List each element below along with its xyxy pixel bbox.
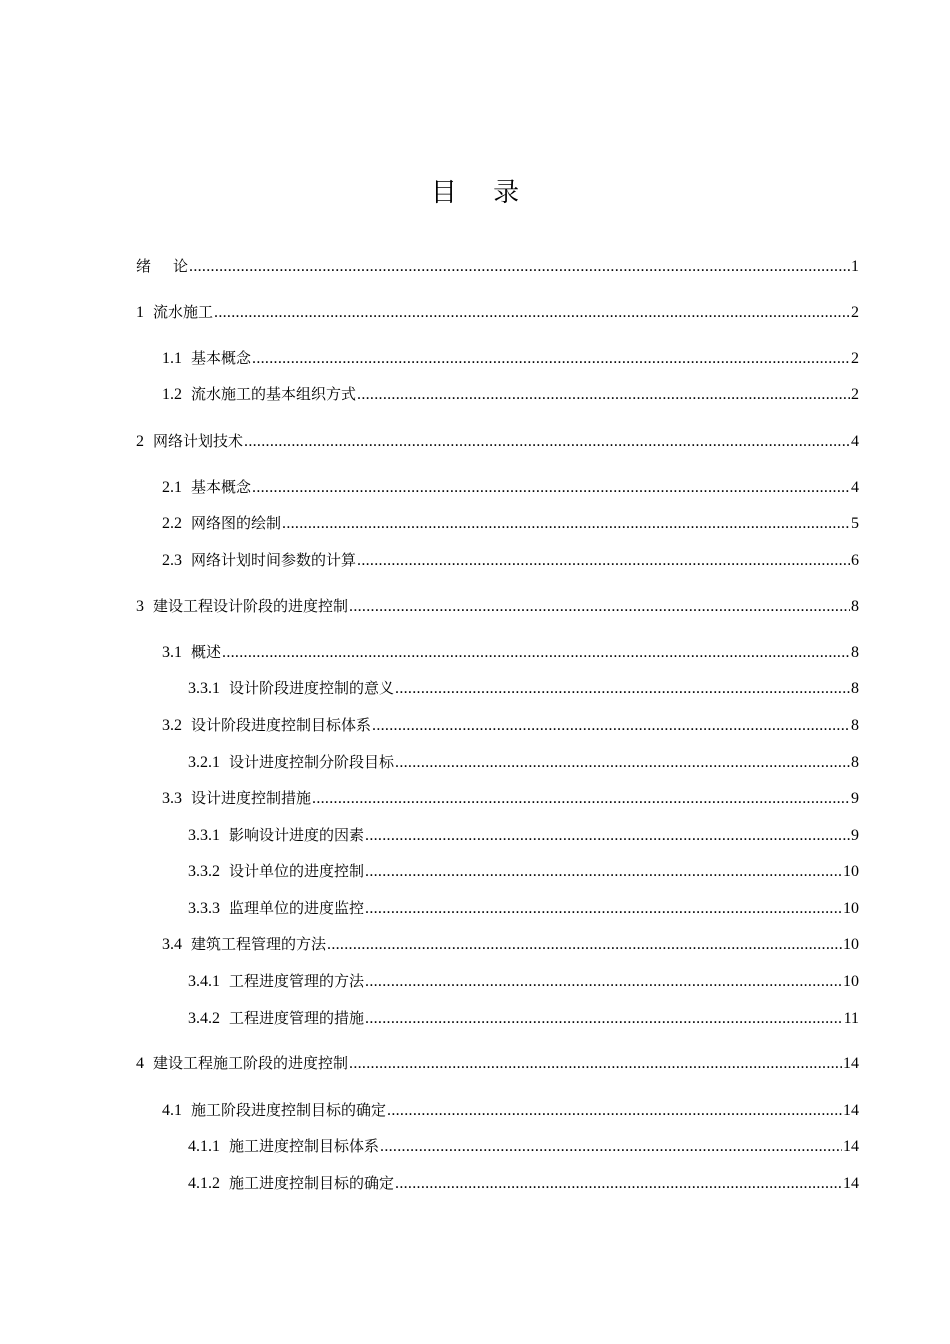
toc-entry-number: 3.1 [162,644,182,661]
toc-entry-section[interactable] [162,513,859,533]
toc-entry-subsection[interactable] [188,825,859,845]
toc-entry-subsection[interactable] [188,1173,859,1193]
toc-entry-subsection[interactable] [188,1008,859,1028]
toc-page-number: 14 [843,1055,859,1072]
toc-dot-leader [365,826,850,846]
toc-dot-leader [395,753,850,773]
toc-entry-number: 3.3.1 [188,680,220,697]
toc-entry-number: 3.3.1 [188,827,220,844]
toc-entry-label: 设计单位的进度控制 [229,862,365,880]
toc-page-number: 10 [843,900,859,917]
toc-dot-leader [365,899,842,919]
toc-entry-subsection[interactable] [188,898,859,918]
toc-entry-section[interactable] [162,642,859,662]
toc-entry-number: 1 [136,304,144,321]
toc-page-number: 10 [843,973,859,990]
toc-entry-number: 3.3.2 [188,863,220,880]
toc-entry-label: 影响设计进度的因素 [229,826,365,844]
toc-entry-chapter[interactable] [136,1053,859,1073]
toc-entry-number: 3.3.3 [188,900,220,917]
toc-dot-leader [365,1009,843,1029]
toc-dot-leader [365,972,842,992]
toc-entry-label: 监理单位的进度监控 [229,899,365,917]
toc-entry-label: 网络图的绘制 [191,514,282,532]
toc-entry-label: 基本概念 [191,349,252,367]
toc-entry-label: 流水施工 [153,303,214,321]
toc-entry-label: 概述 [191,643,222,661]
toc-entry-number: 4.1 [162,1102,182,1119]
toc-page-number: 2 [851,304,859,321]
toc-dot-leader [214,303,850,323]
toc-page-number: 9 [851,827,859,844]
toc-page-number: 14 [843,1138,859,1155]
toc-entry-label: 设计进度控制分阶段目标 [229,753,395,771]
toc-dot-leader [357,385,850,405]
toc-page-number: 1 [851,258,859,275]
toc-page-number: 10 [843,863,859,880]
toc-dot-leader [349,597,850,617]
toc-entry-section[interactable] [162,550,859,570]
toc-entry-chapter[interactable] [136,596,859,616]
toc-entry-label: 工程进度管理的措施 [229,1009,365,1027]
toc-entry-section[interactable] [162,788,859,808]
toc-entry-section[interactable] [162,348,859,368]
toc-dot-leader [395,679,850,699]
toc-dot-leader [357,551,850,571]
toc-dot-leader [365,862,842,882]
toc-entry-label: 建设工程设计阶段的进度控制 [153,597,349,615]
toc-page-number: 14 [843,1175,859,1192]
toc-page-number: 4 [851,433,859,450]
toc-page-number: 4 [851,479,859,496]
toc-entry-number: 4 [136,1055,144,1072]
toc-entry-label: 施工进度控制目标的确定 [229,1174,395,1192]
toc-page-number: 11 [843,1010,859,1027]
toc-entry-chapter[interactable] [136,431,859,451]
toc-page-number: 8 [851,598,859,615]
toc-entry-section[interactable] [162,715,859,735]
toc-entry-label: 流水施工的基本组织方式 [191,385,357,403]
toc-entry-number: 4.1.1 [188,1138,220,1155]
toc-entry-subsection[interactable] [188,678,859,698]
toc-entry-number: 1.2 [162,386,182,403]
toc-page-number: 10 [843,936,859,953]
toc-page-number: 9 [851,790,859,807]
toc-entry-label: 设计阶段进度控制的意义 [229,679,395,697]
toc-entry-label: 施工阶段进度控制目标的确定 [191,1101,387,1119]
toc-dot-leader [252,478,850,498]
toc-page-number: 6 [851,552,859,569]
toc-entry-label: 基本概念 [191,478,252,496]
toc-dot-leader [387,1101,842,1121]
toc-page-number: 2 [851,350,859,367]
toc-entry-subsection[interactable] [188,1136,859,1156]
toc-dot-leader [327,935,842,955]
toc-entry-number: 3.4 [162,936,182,953]
toc-dot-leader [189,257,850,277]
toc-dot-leader [372,716,850,736]
toc-entry-section[interactable] [162,934,859,954]
toc-entry-label: 设计阶段进度控制目标体系 [191,716,372,734]
toc-dot-leader [380,1137,842,1157]
toc-entry-number: 2.1 [162,479,182,496]
toc-dot-leader [349,1054,842,1074]
toc-entry-label: 网络计划技术 [153,432,244,450]
toc-dot-leader [282,514,850,534]
toc-entry-section[interactable] [162,1100,859,1120]
toc-entry-subsection[interactable] [188,752,859,772]
toc-entry-number: 3.2.1 [188,754,220,771]
toc-dot-leader [244,432,850,452]
toc-entry-section[interactable] [162,477,859,497]
toc-entry-label: 工程进度管理的方法 [229,972,365,990]
toc-entry-number: 3.4.2 [188,1010,220,1027]
toc-entry-intro[interactable] [136,256,859,276]
toc-entry-label: 网络计划时间参数的计算 [191,551,357,569]
toc-page-number: 8 [851,680,859,697]
toc-dot-leader [222,643,850,663]
toc-entry-number: 2 [136,433,144,450]
toc-dot-leader [312,789,850,809]
toc-page-number: 8 [851,754,859,771]
toc-entry-number: 3.4.1 [188,973,220,990]
toc-entry-chapter[interactable] [136,302,859,322]
toc-entry-label: 设计进度控制措施 [191,789,312,807]
toc-entry-number: 2.3 [162,552,182,569]
toc-entry-subsection[interactable] [188,971,859,991]
toc-entry-number: 3.2 [162,717,182,734]
toc-dot-leader [252,349,850,369]
page-title: 目 录 [430,178,534,208]
toc-entry-number: 3 [136,598,144,615]
toc-entry-label: 施工进度控制目标体系 [229,1137,380,1155]
toc-entry-number: 4.1.2 [188,1175,220,1192]
toc-entry-section[interactable] [162,384,859,404]
toc-entry-number: 1.1 [162,350,182,367]
toc-entry-label: 建筑工程管理的方法 [191,935,327,953]
toc-entry-subsection[interactable] [188,861,859,881]
toc-page-number: 5 [851,515,859,532]
toc-page-number: 2 [851,386,859,403]
toc-page-number: 8 [851,644,859,661]
toc-intro-label: 绪论 [136,257,189,275]
toc-entry-label: 建设工程施工阶段的进度控制 [153,1054,349,1072]
toc-entry-number: 2.2 [162,515,182,532]
toc-entry-number: 3.3 [162,790,182,807]
toc-dot-leader [395,1174,842,1194]
toc-page-number: 14 [843,1102,859,1119]
toc-page-number: 8 [851,717,859,734]
